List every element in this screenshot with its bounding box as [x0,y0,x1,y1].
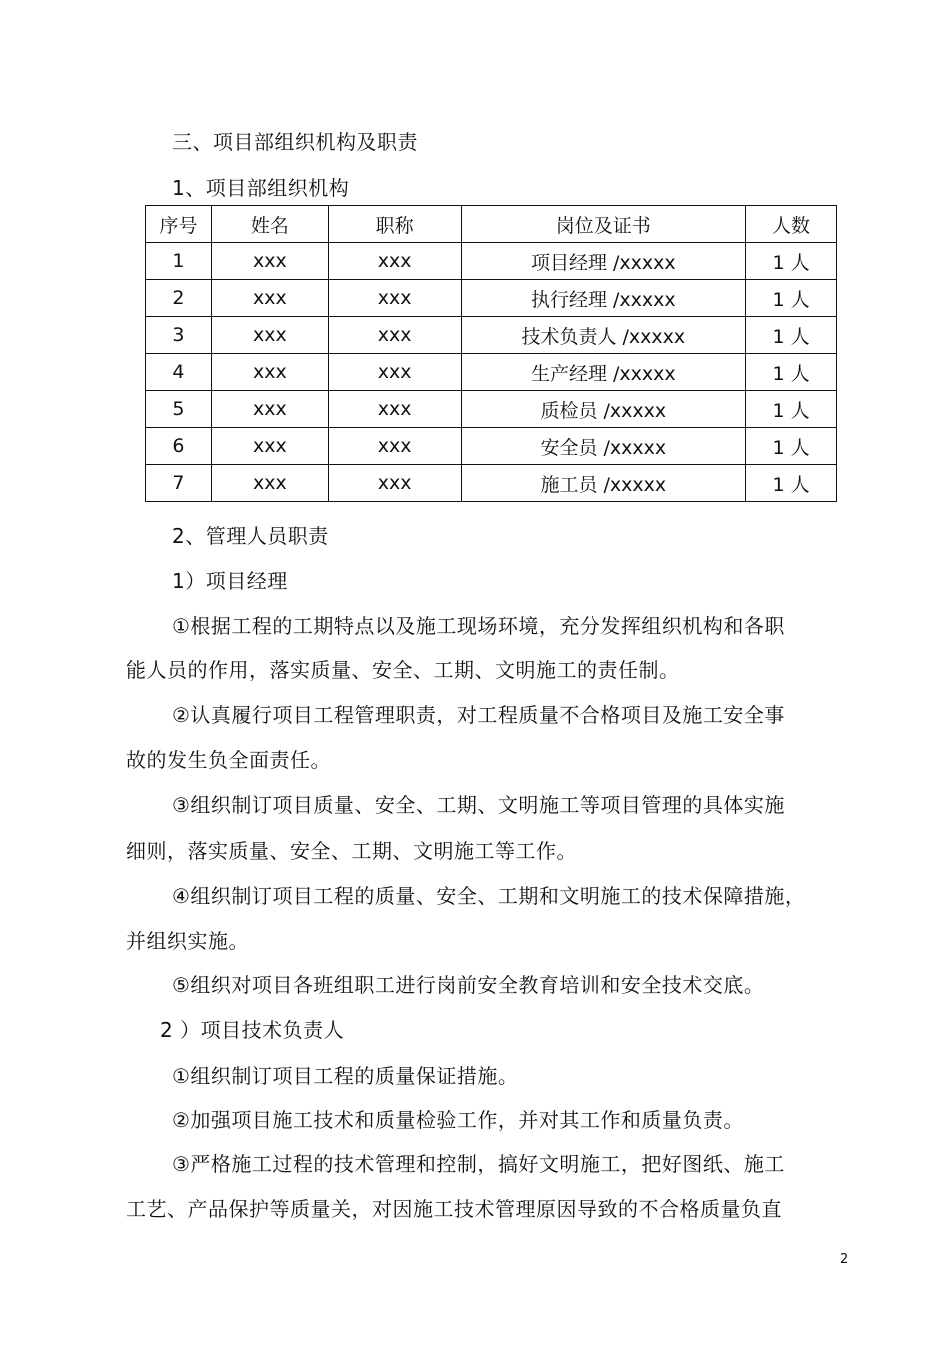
table-row [146,354,837,391]
table-row [146,280,837,317]
org-table [145,205,837,502]
cell-position: 执行经理 /xxxxx [461,280,746,317]
page-number: 2 [840,1252,849,1267]
cell-position: 安全员 /xxxxx [461,428,746,465]
tech-item-2-line-1: ②加强项目施工技术和质量检验工作，并对其工作和质量负责。 [172,1108,744,1132]
cell-name: xxx [211,354,328,391]
tech-item-3-line-2: 工艺、产品保护等质量关，对因施工技术管理原因导致的不合格质量负直 [126,1197,782,1221]
cell-count: 1 人 [746,317,837,354]
header-title: 职称 [328,206,461,243]
table-row [146,465,837,502]
cell-position: 技术负责人 /xxxxx [461,317,746,354]
cell-position: 质检员 /xxxxx [461,391,746,428]
table-row [146,428,837,465]
table-row [146,317,837,354]
cell-title: xxx [328,280,461,317]
pm-item-2-line-2: 故的发生负全面责任。 [126,748,331,772]
cell-name: xxx [211,428,328,465]
subsection-heading-duties: 2、管理人员职责 [172,524,329,548]
table-header-row [146,206,837,243]
cell-count: 1 人 [746,243,837,280]
tech-item-1-line-1: ①组织制订项目工程的质量保证措施。 [172,1064,519,1088]
pm-item-2-line-1: ②认真履行项目工程管理职责，对工程质量不合格项目及施工安全事 [172,703,785,727]
cell-index: 7 [146,465,212,502]
cell-name: xxx [211,465,328,502]
tech-heading: 2 ）项目技术负责人 [160,1018,345,1042]
tech-item-3-line-1: ③严格施工过程的技术管理和控制，搞好文明施工，把好图纸、施工 [172,1152,785,1176]
pm-item-4-line-2: 并组织实施。 [126,929,249,953]
cell-name: xxx [211,280,328,317]
cell-name: xxx [211,243,328,280]
cell-index: 3 [146,317,212,354]
cell-count: 1 人 [746,428,837,465]
cell-index: 5 [146,391,212,428]
section-heading: 三、项目部组织机构及职责 [172,130,418,154]
cell-title: xxx [328,354,461,391]
cell-index: 2 [146,280,212,317]
pm-item-3-line-2: 细则，落实质量、安全、工期、文明施工等工作。 [126,839,577,863]
pm-heading: 1）项目经理 [172,569,288,593]
cell-count: 1 人 [746,465,837,502]
cell-name: xxx [211,391,328,428]
pm-item-3-line-1: ③组织制订项目质量、安全、工期、文明施工等项目管理的具体实施 [172,793,785,817]
cell-title: xxx [328,317,461,354]
header-count: 人数 [746,206,837,243]
header-name: 姓名 [211,206,328,243]
table-row [146,243,837,280]
pm-item-1-line-2: 能人员的作用，落实质量、安全、工期、文明施工的责任制。 [126,658,680,682]
cell-position: 施工员 /xxxxx [461,465,746,502]
pm-item-4-line-1: ④组织制订项目工程的质量、安全、工期和文明施工的技术保障措施， [172,884,806,908]
cell-position: 生产经理 /xxxxx [461,354,746,391]
header-position: 岗位及证书 [461,206,746,243]
cell-title: xxx [328,391,461,428]
cell-title: xxx [328,465,461,502]
cell-index: 4 [146,354,212,391]
header-index: 序号 [146,206,212,243]
cell-count: 1 人 [746,354,837,391]
cell-title: xxx [328,243,461,280]
pm-item-1-line-1: ①根据工程的工期特点以及施工现场环境，充分发挥组织机构和各职 [172,614,785,638]
cell-count: 1 人 [746,280,837,317]
cell-title: xxx [328,428,461,465]
cell-index: 6 [146,428,212,465]
table-row [146,391,837,428]
subsection-heading-org: 1、项目部组织机构 [172,176,350,200]
cell-count: 1 人 [746,391,837,428]
cell-name: xxx [211,317,328,354]
cell-index: 1 [146,243,212,280]
pm-item-5-line-1: ⑤组织对项目各班组职工进行岗前安全教育培训和安全技术交底。 [172,973,765,997]
cell-position: 项目经理 /xxxxx [461,243,746,280]
